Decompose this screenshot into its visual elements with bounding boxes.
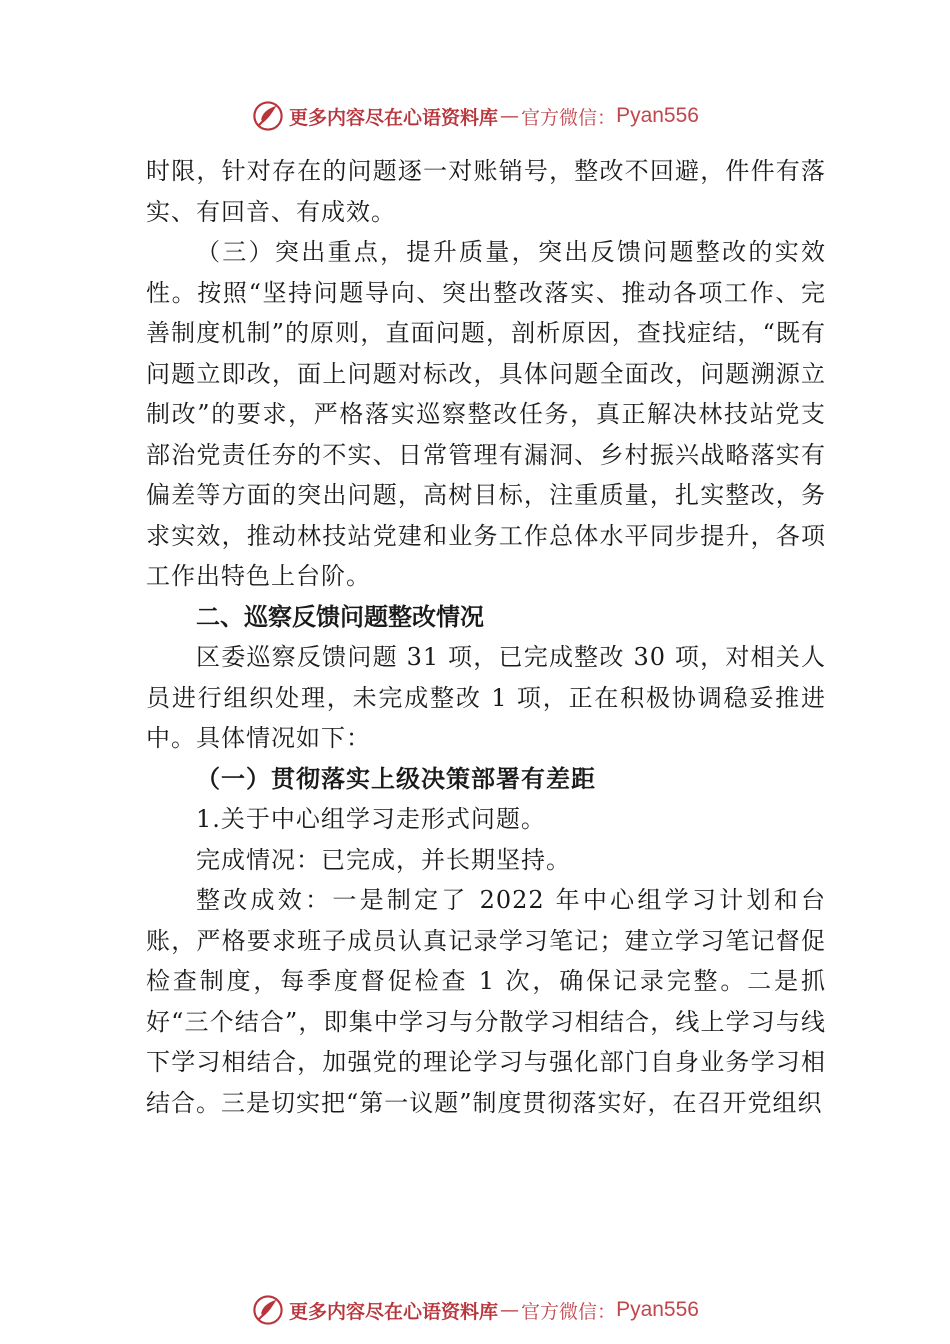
watermark-id: Pyan556 [616, 1298, 699, 1321]
paragraph-focus-quality: （三）突出重点，提升质量，突出反馈问题整改的实效性。按照“坚持问题导向、突出整改落实、推动各项工作、完善制度机制”的原则，直面问题，剖析原因，查找症结，“既有问题立即改，面上问题对标改，具体问题全面改，问题溯源立制改”的要求，严格落实巡察整改任务，真正解决林技站党支部治党责任夯的不实、日常管理有漏洞、乡村振兴战略落实有偏差等方面的突出问题，高树目标，注重质量，扎实整改，务求实效，推动林技站党建和业务工作总体水平同步提升，各项工作出特色上台阶。 [146, 238, 826, 590]
watermark-dash: — [500, 105, 520, 127]
rectification-results: 整改成效：一是制定了 2022 年中心组学习计划和台账，严格要求班子成员认真记录学习笔记；建立学习笔记督促检查制度，每季度督促检查 1 次，确保记录完整。二是抓好“三个结合”，即集中学习与分散学习相结合，线上学习与线下学习相结合，加强党的理论学习与强化部门自身业务学习相结合。三是切实把“第一议题”制度贯彻落实好，在召开党组织 [146, 886, 826, 1117]
subsection-heading: （一）贯彻落实上级决策部署有差距 [196, 763, 596, 793]
pen-heart-logo-icon [251, 99, 285, 133]
paragraph-continuation: 时限，针对存在的问题逐一对账销号，整改不回避，件件有落实、有回音、有成效。 [146, 157, 826, 226]
watermark-label: 官方微信： [521, 1300, 617, 1323]
section-heading: 二、巡察反馈问题整改情况 [196, 602, 484, 631]
completion-status: 完成情况：已完成，并长期坚持。 [196, 845, 571, 874]
pen-heart-logo-icon [251, 1293, 285, 1327]
item-title: 1.关于中心组学习走形式问题。 [196, 805, 546, 833]
watermark-brand: 更多内容尽在心语资料库 [289, 1300, 499, 1323]
document-body [146, 151, 826, 1123]
watermark-label: 官方微信： [521, 106, 617, 129]
watermark-dash: — [500, 1299, 520, 1321]
watermark-header [0, 96, 950, 136]
watermark-id: Pyan556 [616, 104, 699, 127]
watermark-brand: 更多内容尽在心语资料库 [289, 106, 499, 129]
watermark-footer [0, 1290, 950, 1330]
paragraph-summary: 区委巡察反馈问题 31 项，已完成整改 30 项，对相关人员进行组织处理，未完成整改 1 项，正在积极协调稳妥推进中。具体情况如下： [146, 643, 826, 752]
